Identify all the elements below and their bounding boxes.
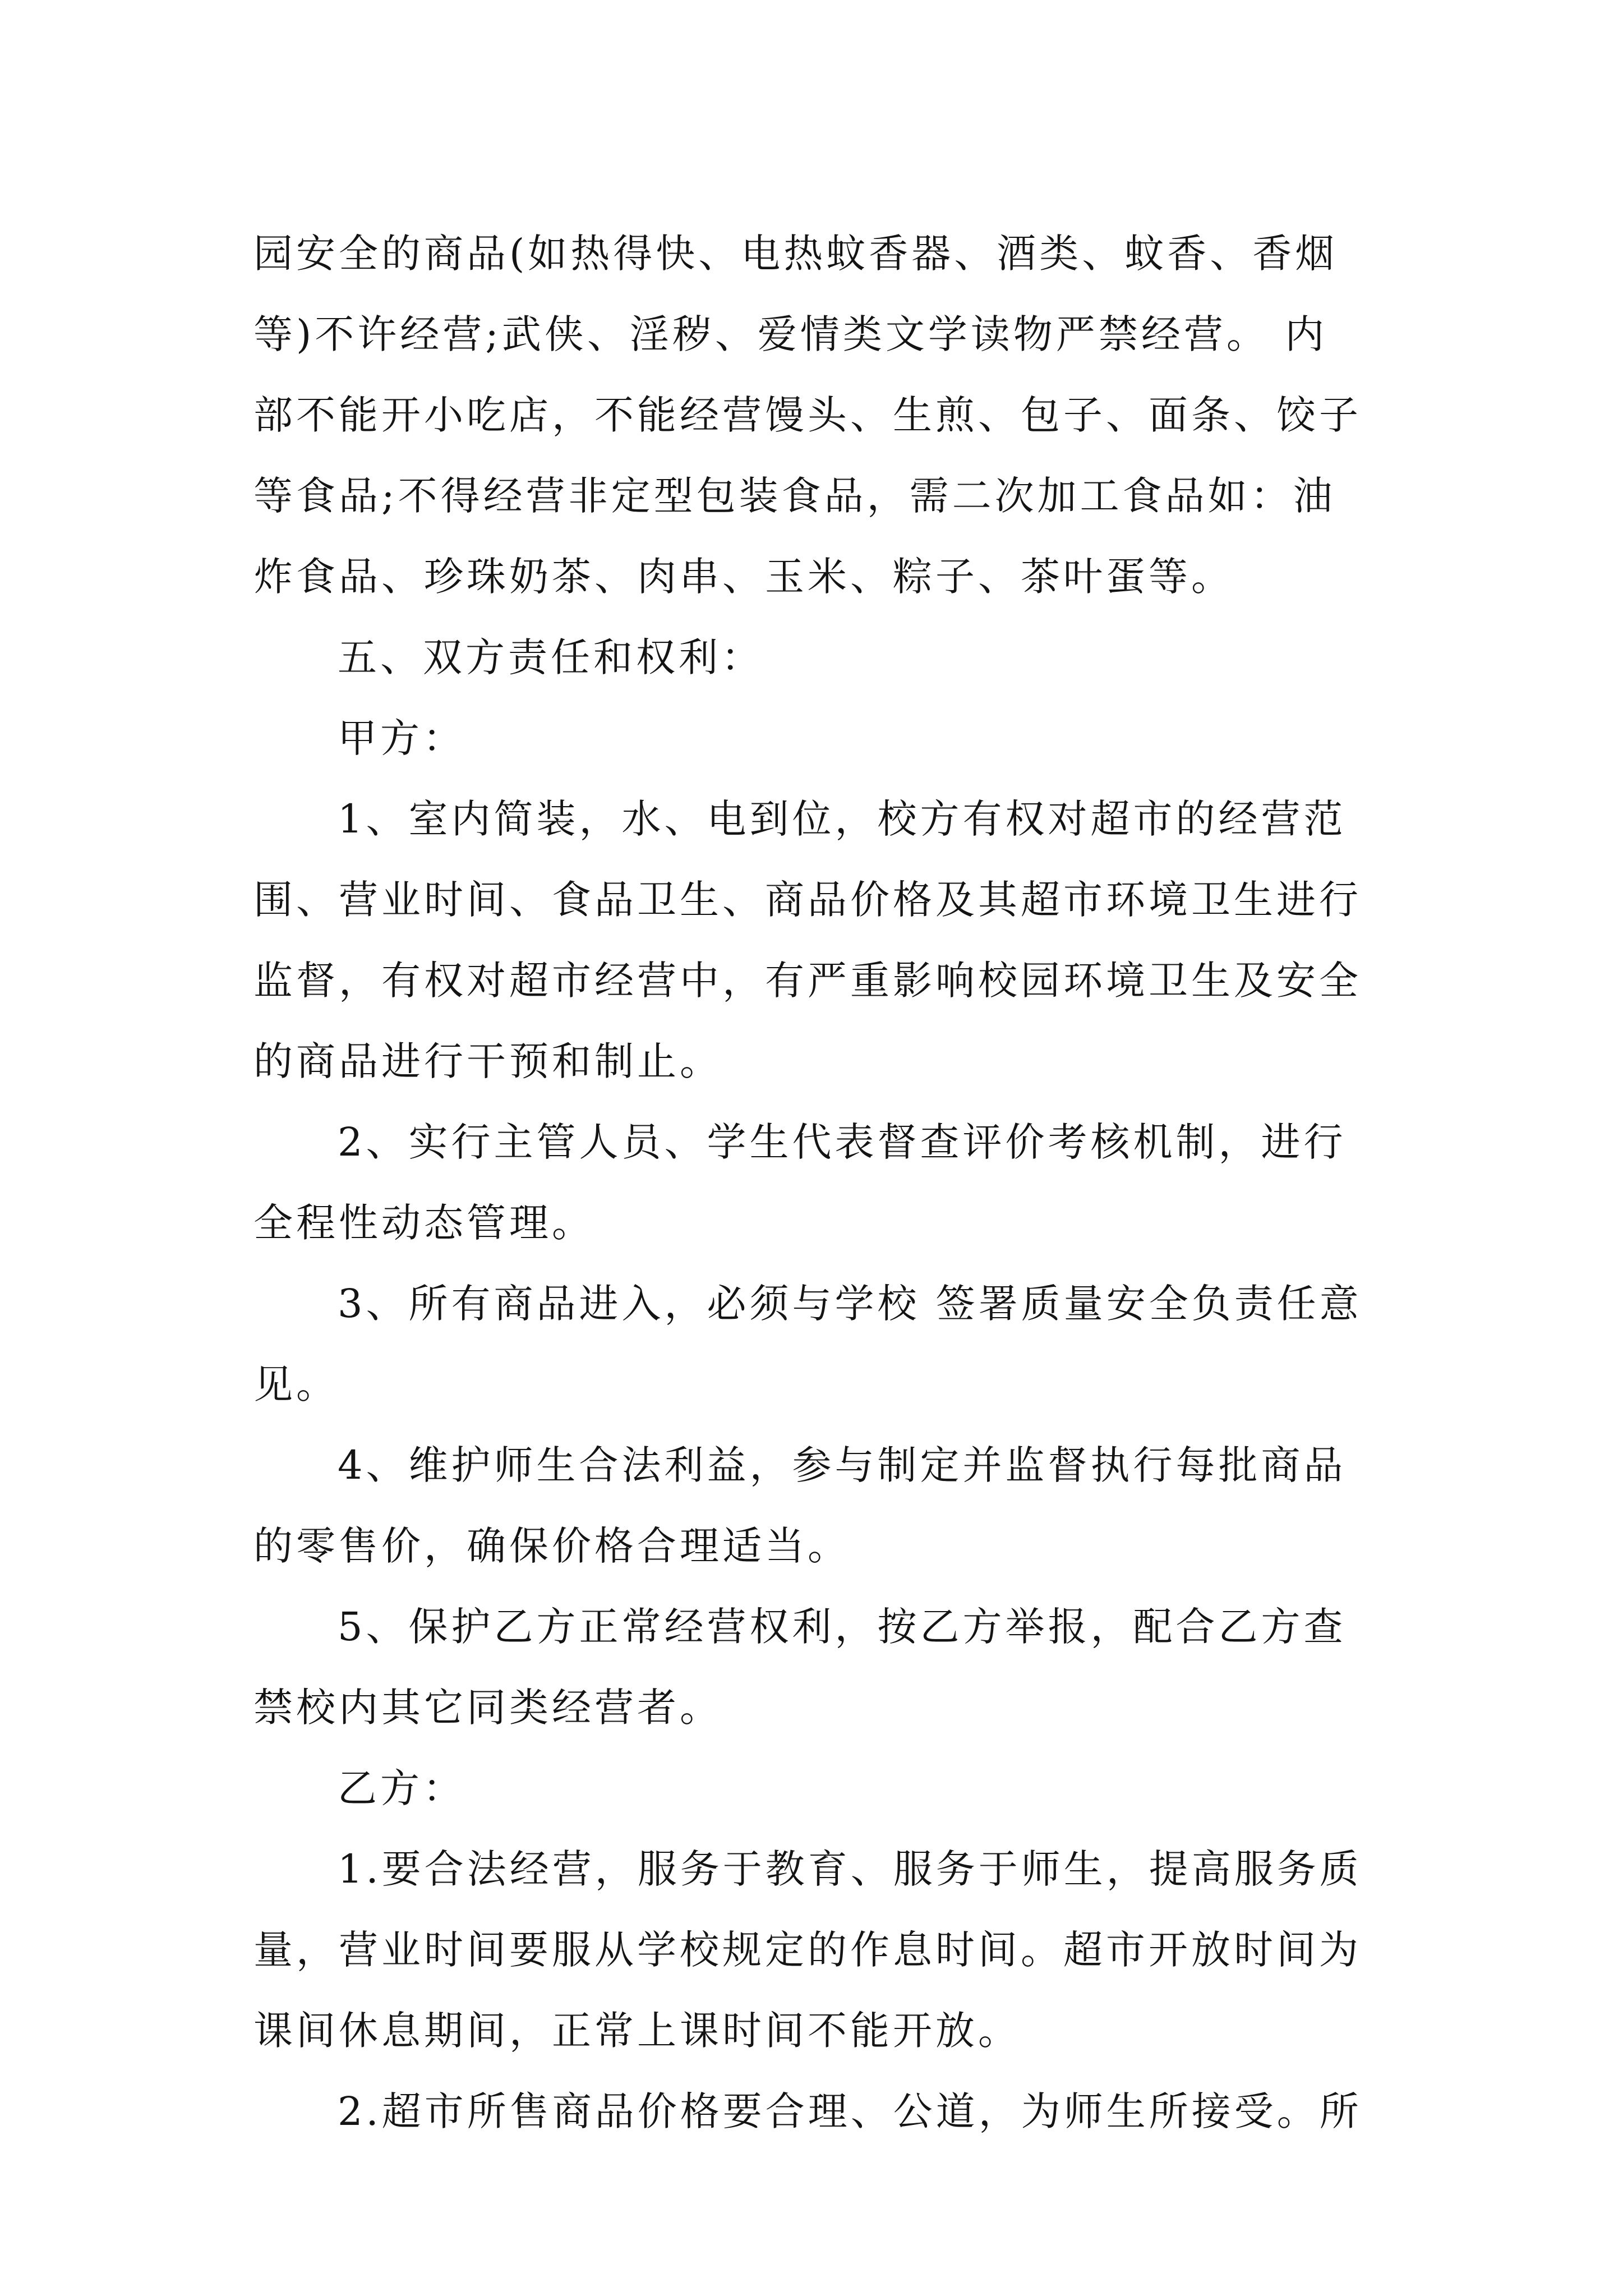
text-line: 量，营业时间要服从学校规定的作息时间。超市开放时间为	[253, 1927, 1362, 1973]
section-heading: 五、双方责任和权利：	[338, 634, 764, 680]
text-line: 2、实行主管人员、学生代表督查评价考核机制，进行	[338, 1119, 1347, 1165]
text-line: 的零售价，确保价格合理适当。	[253, 1523, 850, 1569]
text-line: 园安全的商品(如热得快、电热蚊香器、酒类、蚊香、香烟	[253, 231, 1338, 277]
text-line: 4、维护师生合法利益，参与制定并监督执行每批商品	[338, 1442, 1347, 1488]
text-line: 等)不许经营;武侠、淫秽、爱情类文学读物严禁经营。 内	[253, 311, 1328, 357]
party-b-heading: 乙方：	[338, 1765, 465, 1811]
party-a-heading: 甲方：	[338, 715, 465, 761]
text-line: 3、所有商品进入，必须与学校 签署质量安全负责任意	[338, 1281, 1362, 1327]
text-line: 的商品进行干预和制止。	[253, 1038, 722, 1084]
text-line: 炸食品、珍珠奶茶、肉串、玉米、粽子、茶叶蛋等。	[253, 554, 1234, 600]
text-line: 围、营业时间、食品卫生、商品价格及其超市环境卫生进行	[253, 877, 1362, 923]
text-line: 监督，有权对超市经营中，有严重影响校园环境卫生及安全	[253, 958, 1362, 1004]
text-line: 禁校内其它同类经营者。	[253, 1685, 722, 1731]
text-line: 课间休息期间，正常上课时间不能开放。	[253, 2008, 1021, 2054]
text-line: 等食品;不得经营非定型包装食品，需二次加工食品如：油	[253, 473, 1336, 519]
text-line: 见。	[253, 1361, 339, 1407]
text-line: 1.要合法经营，服务于教育、服务于师生，提高服务质	[338, 1846, 1362, 1892]
text-line: 5、保护乙方正常经营权利，按乙方举报，配合乙方查	[338, 1604, 1347, 1650]
text-line: 1、室内简装，水、电到位，校方有权对超市的经营范	[338, 796, 1347, 842]
text-line: 部不能开小吃店，不能经营馒头、生煎、包子、面条、饺子	[253, 392, 1362, 438]
document-page	[253, 213, 1389, 2152]
text-line: 2.超市所售商品价格要合理、公道，为师生所接受。所	[338, 2088, 1362, 2134]
text-line: 全程性动态管理。	[253, 1200, 594, 1246]
